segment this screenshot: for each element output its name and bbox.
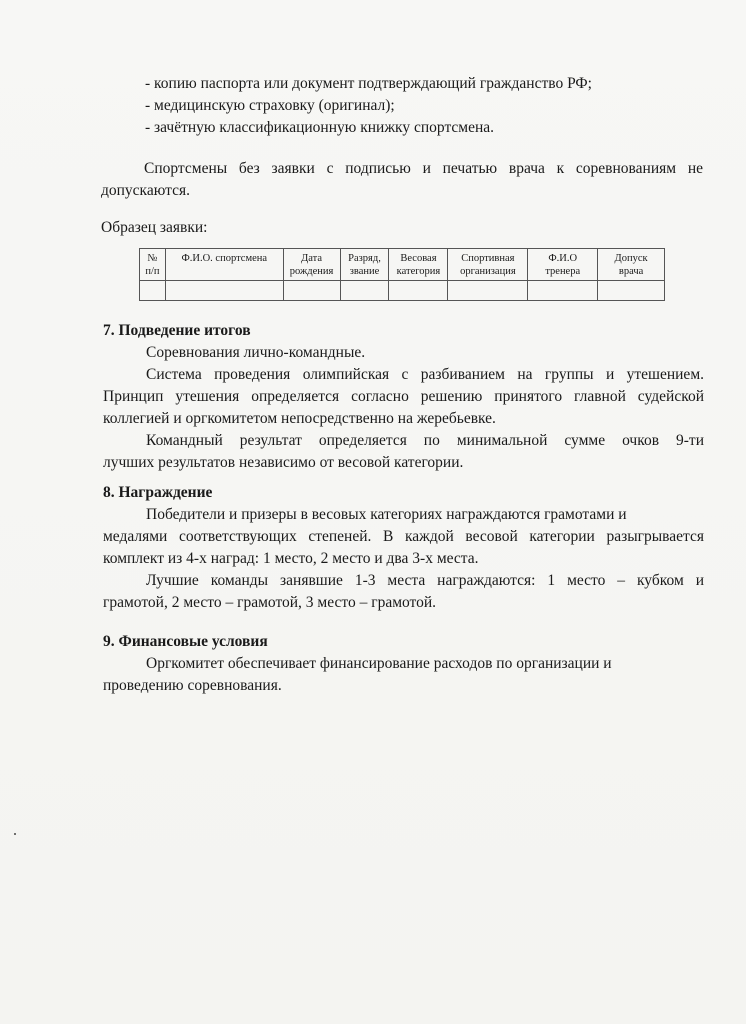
section-9-line: проведению соревнования. xyxy=(103,677,282,694)
requirement-item: - копию паспорта или документ подтверждающий гражданство РФ; xyxy=(145,75,592,92)
admission-note-line: Спортсмены без заявки с подписью и печатью врача к соревнованиям не xyxy=(144,160,703,177)
table-header-row xyxy=(140,249,665,281)
table-cell xyxy=(528,281,598,301)
table-cell xyxy=(340,281,389,301)
section-8-line: Победители и призеры в весовых категориях награждаются грамотами и xyxy=(146,506,627,523)
table-cell xyxy=(283,281,340,301)
table-cell xyxy=(389,281,448,301)
column-header-sports-organization: Спортивная организация xyxy=(448,249,528,281)
sample-label: Образец заявки: xyxy=(101,219,208,236)
section-7-body xyxy=(103,342,704,474)
section-8-body xyxy=(103,504,704,614)
table-cell xyxy=(448,281,528,301)
column-header-number: № п/п xyxy=(140,249,166,281)
section-7-heading: 7. Подведение итогов xyxy=(103,322,251,339)
table-cell xyxy=(165,281,283,301)
table-cell xyxy=(598,281,665,301)
section-9-line: Оргкомитет обеспечивает финансирование расходов по организации и xyxy=(146,655,612,672)
admission-note xyxy=(101,158,703,202)
section-8-line: Лучшие команды занявшие 1-3 места награждаются: 1 место – кубком и xyxy=(146,572,704,589)
column-header-weight-category: Весовая категория xyxy=(389,249,448,281)
column-header-doctor-admission: Допуск врача xyxy=(598,249,665,281)
section-7-line: лучших результатов независимо от весовой категории. xyxy=(103,454,464,471)
admission-note-line: допускаются. xyxy=(101,182,190,199)
table-row xyxy=(140,281,665,301)
section-7-line: Соревнования лично-командные. xyxy=(146,344,366,361)
scan-speck xyxy=(14,833,16,835)
requirement-item: - зачётную классификационную книжку спортсмена. xyxy=(145,119,495,136)
column-header-rank: Разряд, звание xyxy=(340,249,389,281)
section-7-line: Командный результат определяется по минимальной сумме очков 9-ти xyxy=(146,432,704,449)
section-9-body xyxy=(103,653,704,697)
table-cell xyxy=(140,281,166,301)
application-form-table xyxy=(139,248,665,301)
section-8-line: медалями соответствующих степеней. В каждой весовой категории разыгрывается xyxy=(103,528,704,545)
column-header-birth-date: Дата рождения xyxy=(283,249,340,281)
section-8-heading: 8. Награждение xyxy=(103,484,213,501)
section-9-heading: 9. Финансовые условия xyxy=(103,633,268,650)
section-7-line: Принцип утешения определяется согласно решению принятого главной судейской xyxy=(103,388,704,405)
requirements-list xyxy=(145,73,592,139)
column-header-athlete-name: Ф.И.О. спортсмена xyxy=(165,249,283,281)
section-8-line: грамотой, 2 место – грамотой, 3 место – грамотой. xyxy=(103,594,437,611)
column-header-coach-name: Ф.И.О тренера xyxy=(528,249,598,281)
section-7-line: коллегией и оргкомитетом непосредственно на жеребьевке. xyxy=(103,410,496,427)
section-7-line: Система проведения олимпийская с разбиванием на группы и утешением. xyxy=(146,366,704,383)
section-8-line: комплект из 4-х наград: 1 место, 2 место и два 3-х места. xyxy=(103,550,479,567)
requirement-item: - медицинскую страховку (оригинал); xyxy=(145,97,395,114)
